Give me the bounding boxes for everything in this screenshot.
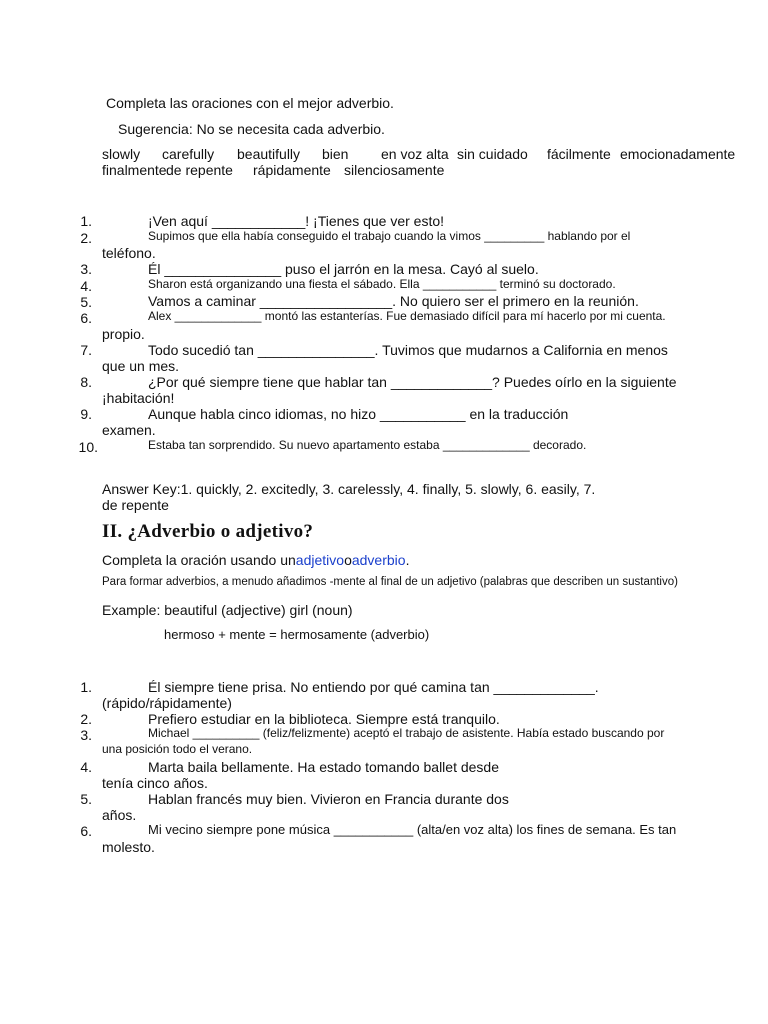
sentence-text: Aunque habla cinco idiomas, no hizo ___________ en la traducción xyxy=(148,406,569,422)
sentence-text: Vamos a caminar _________________. No quiero ser el primero en la reunión. xyxy=(148,293,639,309)
sentence-text: Marta baila bellamente. Ha estado tomando ballet desde xyxy=(148,759,499,775)
sentence-continuation: tenía cinco años. xyxy=(102,775,208,791)
sentence-text: Alex _____________ montó las estanterías. Fue demasiado difícil para mí hacerlo por mi cuenta. xyxy=(148,309,666,323)
item-number: 2. xyxy=(80,711,92,727)
word-bank-item: en voz alta xyxy=(381,146,449,162)
word-bank-item: carefully xyxy=(162,146,215,162)
sentence-text: ¿Por qué siempre tiene que hablar tan _____________? Puedes oírlo en la siguiente xyxy=(148,374,677,390)
word-bank-item: finalmente xyxy=(102,162,167,178)
sentence-text: Estaba tan sorprendido. Su nuevo apartamento estaba _____________ decorado. xyxy=(148,438,587,452)
sentence-continuation: (rápido/rápidamente) xyxy=(102,695,232,711)
answer-key: Answer Key:1. quickly, 2. excitedly, 3. carelessly, 4. finally, 5. slowly, 6. easily, 7. xyxy=(102,481,596,497)
word-bank-item: rápidamente xyxy=(253,162,331,178)
section-title: II. ¿Adverbio o adjetivo? xyxy=(102,521,314,542)
sentence-text: ¡Ven aquí ____________! ¡Tienes que ver esto! xyxy=(148,213,445,229)
sentence-text: Mi vecino siempre pone música ___________ (alta/en voz alta) los fines de semana. Es tan xyxy=(148,822,677,837)
word-bank-item: slowly xyxy=(102,146,141,162)
item-number: 10. xyxy=(78,439,98,455)
word-bank-item: silenciosamente xyxy=(344,162,445,178)
instruction-prefix: Completa la oración usando un xyxy=(102,552,296,568)
hint-text: Sugerencia: No se necesita cada adverbio. xyxy=(118,121,385,137)
item-number: 3. xyxy=(80,261,92,277)
word-bank-item: beautifully xyxy=(237,146,301,162)
item-number: 3. xyxy=(80,727,92,743)
sentence-text: Sharon está organizando una fiesta el sábado. Ella ___________ terminó su doctorado. xyxy=(148,277,616,291)
sentence-text: Él siempre tiene prisa. No entiendo por qué camina tan _____________. xyxy=(148,679,599,695)
sentence-text: Todo sucedió tan _______________. Tuvimos que mudarnos a California en menos xyxy=(148,342,668,358)
word-bank-item: de repente xyxy=(166,162,233,178)
formula-text: hermoso + mente = hermosamente (adverbio) xyxy=(164,627,430,642)
item-number: 8. xyxy=(80,374,92,390)
sentence-continuation: ¡habitación! xyxy=(102,390,175,406)
sentence-text: Prefiero estudiar en la biblioteca. Siempre está tranquilo. xyxy=(148,711,500,727)
item-number: 1. xyxy=(80,679,92,695)
item-number: 9. xyxy=(80,406,92,422)
sentence-continuation: examen. xyxy=(102,422,156,438)
instruction-conj: o xyxy=(344,552,352,568)
section2-instruction xyxy=(102,552,409,568)
word-bank-item: bien xyxy=(322,146,349,162)
sentence-text: Michael __________ (feliz/felizmente) aceptó el trabajo de asistente. Había estado buscando por xyxy=(148,726,665,740)
item-number: 7. xyxy=(80,342,92,358)
adverbio-link[interactable]: adverbio xyxy=(351,552,406,568)
sentence-continuation: años. xyxy=(102,807,137,823)
sentence-continuation: propio. xyxy=(102,326,145,342)
item-number: 4. xyxy=(80,278,92,294)
sentence-text: Supimos que ella había conseguido el trabajo cuando la vimos _________ hablando por el xyxy=(148,229,631,243)
item-number: 6. xyxy=(80,310,92,326)
sentence-continuation: una posición todo el verano. xyxy=(102,742,253,756)
word-bank-item: sin cuidado xyxy=(457,146,528,162)
instruction-suffix: . xyxy=(405,552,410,568)
sentence-continuation: que un mes. xyxy=(102,358,180,374)
item-number: 2. xyxy=(80,230,92,246)
sentence-text: Él _______________ puso el jarrón en la mesa. Cayó al suelo. xyxy=(148,261,539,277)
item-number: 5. xyxy=(80,791,92,807)
example-text: Example: beautiful (adjective) girl (noun) xyxy=(102,602,353,618)
word-bank-item: fácilmente xyxy=(547,146,611,162)
word-bank-item: emocionadamente xyxy=(620,146,736,162)
sentence-continuation: teléfono. xyxy=(102,245,156,261)
answer-key-continuation: de repente xyxy=(102,497,169,513)
sentence-text: Hablan francés muy bien. Vivieron en Francia durante dos xyxy=(148,791,509,807)
item-number: 5. xyxy=(80,294,92,310)
sentence-continuation: molesto. xyxy=(102,839,155,855)
item-number: 4. xyxy=(80,759,92,775)
item-number: 6. xyxy=(80,823,92,839)
explanation-text: Para formar adverbios, a menudo añadimos -mente al final de un adjetivo (palabras que describen un sustantivo) xyxy=(102,576,678,588)
instruction-text: Completa las oraciones con el mejor adverbio. xyxy=(106,95,394,111)
item-number: 1. xyxy=(80,213,92,229)
adjetivo-link[interactable]: adjetivo xyxy=(295,552,345,568)
